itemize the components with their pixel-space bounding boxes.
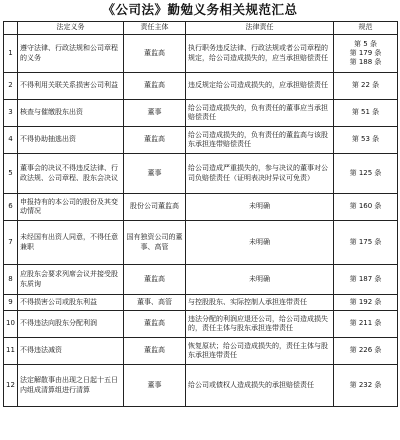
row-number: 12	[4, 365, 18, 407]
row-subject: 董事	[124, 100, 186, 127]
row-article: 第 211 条	[334, 311, 398, 338]
row-subject: 董事、高管	[124, 295, 186, 311]
row-article: 第 232 条	[334, 365, 398, 407]
header-number	[4, 22, 18, 35]
article-ref: 第 188 条	[349, 58, 382, 67]
row-number: 11	[4, 338, 18, 365]
row-duty: 不得利用关联关系损害公司利益	[18, 73, 124, 100]
row-duty: 申报持有的本公司的股份及其变动情况	[18, 194, 124, 221]
row-duty: 遵守法律、行政法规和公司章程的义务	[18, 35, 124, 73]
row-liability: 恢复原状；给公司造成损失的，责任主体与股东承担连带责任	[186, 338, 334, 365]
table-row	[4, 365, 398, 407]
row-subject: 董监高	[124, 73, 186, 100]
row-liability: 给公司造成损失的，负有责任的董监高与该股东承担连带赔偿责任	[186, 127, 334, 154]
row-subject: 国有独资公司的董事、高管	[124, 221, 186, 265]
table-row	[4, 73, 398, 100]
table-row	[4, 311, 398, 338]
row-number: 5	[4, 154, 18, 194]
row-subject: 董监高	[124, 35, 186, 73]
row-duty: 应股东会要求列席会议并接受股东质询	[18, 265, 124, 295]
table-row	[4, 338, 398, 365]
row-article: 第 192 条	[334, 295, 398, 311]
row-subject: 董事	[124, 365, 186, 407]
row-liability: 违法分配的利润应退还公司，给公司造成损失的，责任主体与股东承担连带责任	[186, 311, 334, 338]
row-number: 1	[4, 35, 18, 73]
table-row	[4, 265, 398, 295]
header-liability: 法律责任	[186, 22, 334, 35]
row-liability: 未明确	[186, 221, 334, 265]
row-article: 第 175 条	[334, 221, 398, 265]
row-subject: 股份公司董监高	[124, 194, 186, 221]
row-article: 第 53 条	[334, 127, 398, 154]
row-liability: 给公司造成损失的，负有责任的董事应当承担赔偿责任	[186, 100, 334, 127]
row-subject: 董监高	[124, 338, 186, 365]
row-liability: 未明确	[186, 194, 334, 221]
row-duty: 不得违法向股东分配利润	[18, 311, 124, 338]
row-article: 第 125 条	[334, 154, 398, 194]
table-row	[4, 221, 398, 265]
table-header-row	[4, 22, 398, 35]
table-row	[4, 35, 398, 73]
row-number: 10	[4, 311, 18, 338]
row-liability: 与控股股东、实际控制人承担连带责任	[186, 295, 334, 311]
row-duty: 不得损害公司或股东利益	[18, 295, 124, 311]
row-number: 3	[4, 100, 18, 127]
row-subject: 董事	[124, 154, 186, 194]
header-duty: 法定义务	[18, 22, 124, 35]
row-duty: 董事会的决议不得违反法律、行政法规、公司章程、股东会决议	[18, 154, 124, 194]
table-row	[4, 127, 398, 154]
row-duty: 不得违法减资	[18, 338, 124, 365]
article-ref: 第 5 条	[354, 39, 377, 48]
row-number: 4	[4, 127, 18, 154]
row-liability: 执行职务违反法律、行政法规或者公司章程的规定，给公司造成损失的，应当承担赔偿责任	[186, 35, 334, 73]
table-row	[4, 154, 398, 194]
table-row	[4, 295, 398, 311]
row-duty: 核查与催缴股东出资	[18, 100, 124, 127]
row-article: 第 22 条	[334, 73, 398, 100]
document-title: 《公司法》勤勉义务相关规范汇总	[102, 2, 298, 17]
row-liability: 违反规定给公司造成损失的，应承担赔偿责任	[186, 73, 334, 100]
row-duty: 法定解散事由出现之日起十五日内组成清算组进行清算	[18, 365, 124, 407]
row-liability: 未明确	[186, 265, 334, 295]
row-number: 8	[4, 265, 18, 295]
regulation-table	[3, 21, 398, 407]
table-row	[4, 194, 398, 221]
article-ref: 第 179 条	[349, 48, 382, 57]
row-liability: 给公司造成严重损失的，参与决议的董事对公司负赔偿责任（证明表决时异议可免责）	[186, 154, 334, 194]
row-article: 第 226 条	[334, 338, 398, 365]
row-number: 9	[4, 295, 18, 311]
row-number: 6	[4, 194, 18, 221]
table-row	[4, 100, 398, 127]
row-subject: 董监高	[124, 127, 186, 154]
row-liability: 给公司或债权人造成损失的承担赔偿责任	[186, 365, 334, 407]
row-article: 第 51 条	[334, 100, 398, 127]
row-article	[334, 35, 398, 73]
row-duty: 未经国有出资人同意，不得任意兼职	[18, 221, 124, 265]
row-number: 2	[4, 73, 18, 100]
row-duty: 不得协助抽逃出资	[18, 127, 124, 154]
row-article: 第 187 条	[334, 265, 398, 295]
row-subject: 董监高	[124, 265, 186, 295]
row-number: 7	[4, 221, 18, 265]
header-article: 规范	[334, 22, 398, 35]
row-article: 第 160 条	[334, 194, 398, 221]
row-subject: 董监高	[124, 311, 186, 338]
header-subject: 责任主体	[124, 22, 186, 35]
